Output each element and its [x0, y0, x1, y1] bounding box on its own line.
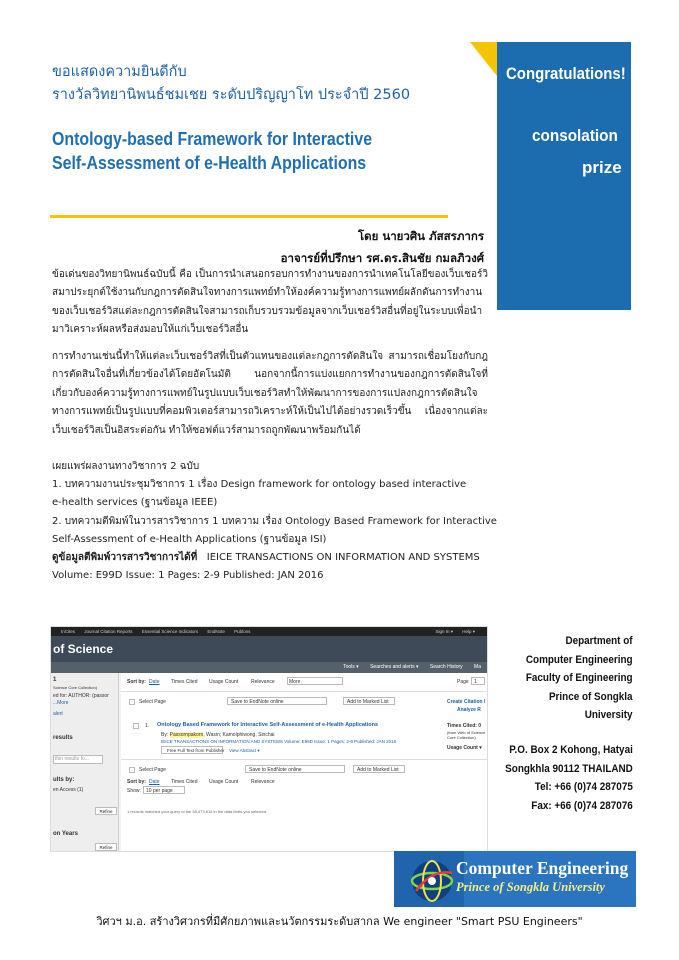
abstract-paragraph-2: การทำงานเช่นนี้ทำให้แต่ละเว็บเชอร์วิสที่เป็นตัวแทนของแต่ละกฎการตัดสินใจ สามารถเชื่อมโยงกับกฎการตัดสินใจอื่นที่เกี่ยวข้องได้โดยอัตโนมัติ นอกจากนี้การแบ่งแยกการทำงานของกฎการตัดสินใจที่เกี่ยวกับองค์ความรู้ทางการแพทย์ในรูปแบบเว็บเชอร์วิสทำให้พัฒนาการของการแปลงกฎการตัดสินใจทางการแพทย์เป็นรูปแบบที่คอมพิวเตอร์สามารถวิเคราะห์ให้เป็นไปได้อย่างรวดเร็วขึ้น เนื่องจากแต่ละเว็บเชอร์วิสเป็นอิสระต่อกัน ทำให้ซอฟต์แวร์สามารถถูกพัฒนาพร้อมกันได้: [52, 351, 488, 436]
wos-times-cited: Times Cited: 0: [447, 723, 482, 729]
congrat-line: ขอแสดงความยินดีกับ: [52, 64, 187, 80]
wos-nav-jcr[interactable]: Journal Citation Reports: [84, 629, 133, 634]
wos-nav-esi[interactable]: Essential Science Indicators: [141, 629, 199, 634]
journal-row: [52, 549, 492, 567]
banner-accent-triangle: [470, 42, 497, 76]
banner-consolation: consolation: [532, 126, 618, 145]
wos-refine-button-2[interactable]: Refine: [95, 843, 117, 851]
wos-refine-button[interactable]: Refine: [95, 807, 117, 815]
thesis-title-line2: Self-Assessment of e-Health Applications: [52, 152, 367, 173]
wos-page-label: Page: [457, 679, 469, 685]
journal-label: ดูข้อมูลตีพิมพ์วารสารวิชาการได้ที่: [52, 552, 198, 564]
wos-collection: Science Core Collection): [53, 685, 98, 690]
wos-separator-2: [121, 759, 488, 760]
publication-heading: เผยแพร่ผลงานทางวิชาการ 2 ฉบับ: [52, 461, 200, 472]
dept-line-1: Department of: [565, 635, 633, 647]
wos-select-page-checkbox[interactable]: [129, 699, 135, 705]
wos-save-to-label-2: Save to EndNote online: [249, 767, 302, 773]
logo-subtitle: Prince of Songkla University: [456, 880, 605, 894]
banner-prize: prize: [582, 158, 622, 177]
publication-item-1: 1. บทความงานประชุมวิชาการ 1 เรื่อง Design framework for ontology based interactive: [52, 479, 467, 491]
thesis-title-line1: Ontology-based Framework for Interactive: [52, 128, 373, 149]
wos-sort-label-2: Sort by:: [127, 779, 146, 785]
wos-result-authors: [161, 732, 275, 738]
wos-searches-alerts[interactable]: Searches and alerts ▾: [370, 664, 419, 670]
wos-nav-publons[interactable]: Publons: [234, 629, 251, 634]
wos-sort-times-cited[interactable]: Times Cited: [171, 679, 198, 685]
publication-item-1-cont: e-health services (ฐานข้อมูล IEEE): [52, 497, 218, 509]
globe-icon: [394, 851, 464, 907]
wos-sign-in[interactable]: Sign In ▾: [435, 629, 453, 634]
publication-item-2: 2. บทความตีพิมพ์ในวารสารวิชาการ 1 บทความ เรื่อง Ontology Based Framework for Interactive: [52, 515, 497, 527]
wos-result-checkbox[interactable]: [133, 723, 139, 729]
wos-search-history[interactable]: Search History: [429, 664, 463, 670]
wos-years-heading: on Years: [53, 831, 78, 837]
wos-brand: of Science: [51, 636, 487, 662]
wos-author-rest: , Wasin; Kamolphiwong, Sinchai: [203, 732, 275, 738]
wos-sort-usage-2[interactable]: Usage Count: [209, 779, 239, 785]
wos-search-query: ed for: AUTHOR: (passor: [53, 693, 109, 699]
wos-add-marked-label: Add to Marked List: [347, 699, 389, 705]
author-name: โดย นายวศิน ภัสสรภากร: [357, 229, 484, 243]
wos-result-count: 1: [53, 677, 57, 683]
fax: Fax: +66 (0)74 287076: [531, 799, 633, 812]
web-of-science-screenshot: [50, 626, 488, 852]
wos-sidebar: [51, 673, 119, 852]
footer-slogan: วิศวฯ ม.อ. สร้างวิศวกรที่มีศักยภาพและนวัตกรรมระดับสากล We engineer "Smart PSU Engineers": [96, 915, 583, 928]
wos-author-highlight: Passornpakorn: [169, 732, 204, 738]
wos-add-marked-label-2: Add to Marked List: [357, 767, 399, 773]
wos-sort-date-2[interactable]: Date: [149, 779, 160, 785]
wos-open-access-filter[interactable]: en Access (1): [53, 787, 84, 793]
wos-select-page-label: Select Page: [139, 699, 166, 705]
wos-sort-times-cited-2[interactable]: Times Cited: [171, 779, 198, 785]
wos-save-to-label: Save to EndNote online: [231, 699, 284, 705]
logo-title: Computer Engineering: [456, 858, 629, 878]
wos-filter-heading: ults by:: [53, 777, 75, 783]
wos-select-page-label-2: Select Page: [139, 767, 166, 773]
telephone: Tel: +66 (0)74 287075: [534, 781, 633, 794]
publication-list: [52, 458, 497, 585]
wos-page-value: 1: [474, 679, 477, 685]
wos-sort-label: Sort by:: [127, 679, 146, 685]
wos-analyze-results[interactable]: Analyze R: [457, 707, 481, 713]
dept-line-4: Prince of Songkla: [549, 690, 633, 703]
wos-sort-more: More: [289, 679, 301, 685]
wos-sort-date[interactable]: Date: [149, 679, 160, 685]
journal-detail: Volume: E99D Issue: 1 Pages: 2-9 Published: JAN 2016: [52, 570, 324, 582]
department-address: [526, 632, 633, 725]
wos-show-label: Show:: [127, 788, 141, 794]
wos-nav-endnote[interactable]: EndNote: [207, 629, 225, 634]
advisor-name: อาจารย์ที่ปรึกษา รศ.ดร.สินชัย กมลภิวงศ์: [280, 251, 484, 265]
postal-address: P.O. Box 2 Kohong, Hatyai: [509, 744, 633, 756]
wos-separator: [121, 691, 488, 692]
wos-sort-relevance-2[interactable]: Relevance: [251, 779, 275, 785]
banner-congratulations: Congratulations!: [506, 64, 626, 83]
wos-by-label: By:: [161, 732, 169, 738]
contact-info: [505, 741, 633, 815]
dept-line-2: Computer Engineering: [526, 653, 633, 666]
postal-city: Songkhla 90112 THAILAND: [505, 762, 633, 775]
wos-help[interactable]: Help ▾: [462, 629, 475, 634]
wos-refine-search-input[interactable]: thin results fo...: [53, 755, 103, 764]
computer-engineering-logo: [394, 851, 636, 907]
wos-refine-heading: results: [53, 735, 73, 741]
wos-times-cited-source: (from Web of Science Core Collection): [447, 730, 486, 740]
title-divider: [50, 215, 448, 218]
wos-results: [121, 673, 488, 852]
wos-full-text-label: Free Full Text from Publisher: [167, 748, 225, 753]
wos-sort-relevance[interactable]: Relevance: [251, 679, 275, 685]
dept-line-5: University: [585, 709, 633, 722]
publication-item-2-cont: Self-Assessment of e-Health Applications (ฐานข้อมูล ISI): [52, 533, 327, 545]
wos-create-citation-report[interactable]: Create Citation I: [447, 699, 486, 705]
wos-usage-count[interactable]: Usage Count ▾: [447, 745, 482, 751]
wos-view-abstract[interactable]: View Abstract ▾: [229, 748, 260, 753]
wos-top-nav: [51, 627, 487, 636]
journal-name: IEICE TRANSACTIONS ON INFORMATION AND SYSTEMS: [206, 552, 480, 564]
thesis-title: [52, 127, 372, 175]
wos-sort-usage[interactable]: Usage Count: [209, 679, 239, 685]
wos-select-page-checkbox-2[interactable]: [129, 767, 135, 773]
wos-more-link[interactable]: ...More: [53, 700, 69, 706]
award-line: รางวัลวิทยานิพนธ์ชมเชย ระดับปริญญาโท ประจำปี 2560: [52, 87, 411, 103]
wos-query-note: 1 records matched your query of the 35,473,614 in the data limits you selected.: [127, 809, 268, 814]
wos-marked-list[interactable]: Ma: [474, 664, 481, 670]
wos-result-source[interactable]: IEICE TRANSACTIONS ON INFORMATION AND SYSTEMS Volume: E99D Issue: 1 Pages: 2-9 Published: JAN 2016: [161, 739, 397, 744]
wos-toolbar: [51, 662, 487, 673]
wos-create-alert[interactable]: alert: [53, 711, 63, 717]
wos-show-value: 10 per page: [146, 788, 173, 794]
abstract-paragraph-1: ข้อเด่นของวิทยานิพนธ์ฉบับนี้ คือ เป็นการนำเสนอกรอบการทำงานของการนำเทคโนโลยีของเว็บเชอร์วิสมาประยุกต์ใช้งานกับกฎการตัดสินใจทางการแพทย์ทำให้องค์ความรู้ทางการแพทย์ผลักดันการทำงานของเว็บเชอร์วิสแต่ละกฎการตัดสินใจสามารถเก็บรวบรวมข้อมูลจากเว็บเชอร์วิสอื่นที่อยู่ในระบบเพื่อนำมาวิเคราะห์ผลหรือส่งมอบให้แก่เว็บเชอร์วิสอื่น: [52, 269, 488, 336]
dept-line-3: Faculty of Engineering: [526, 672, 633, 685]
wos-nav-incites[interactable]: InCites: [61, 629, 76, 634]
wos-tools-menu[interactable]: Tools ▾: [343, 664, 359, 670]
wos-result-title[interactable]: Ontology Based Framework for Interactive Self-Assessment of e-Health Applications: [157, 722, 379, 728]
wos-result-number: 1.: [145, 723, 150, 729]
